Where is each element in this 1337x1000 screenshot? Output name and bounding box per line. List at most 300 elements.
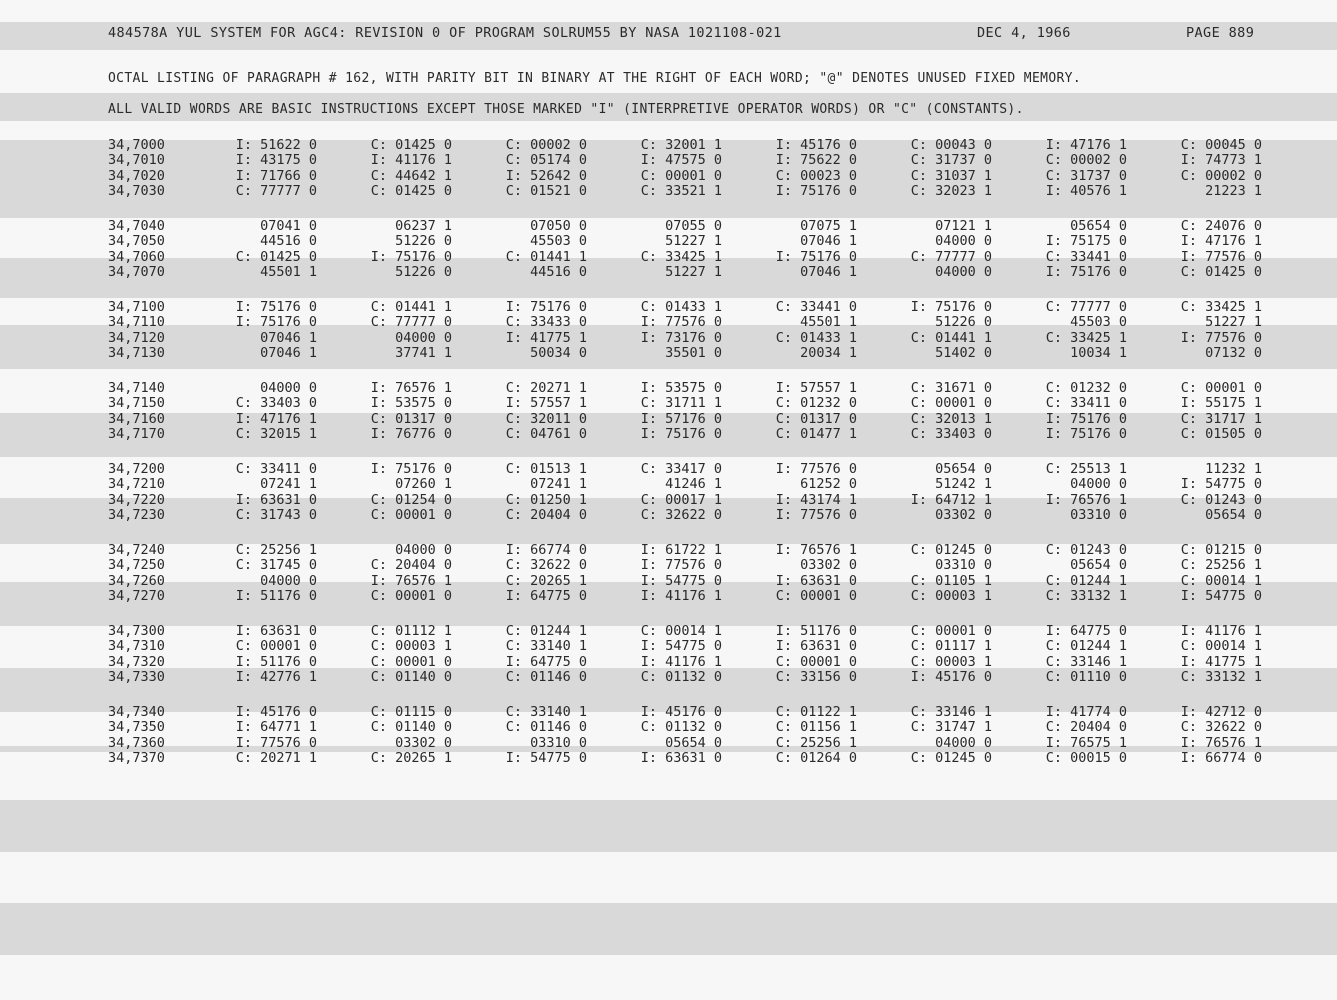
- octal-word: I: 57176 0: [640, 410, 722, 427]
- octal-word: C: 00002 0: [1045, 152, 1127, 169]
- octal-word: I: 75176 0: [1045, 264, 1127, 281]
- octal-word: I: 51622 0: [235, 136, 317, 153]
- row-address: 34,7000: [108, 136, 165, 153]
- octal-word: C: 00003 1: [370, 638, 452, 655]
- octal-word: I: 64775 0: [505, 588, 587, 605]
- octal-word: 37741 1: [395, 345, 452, 362]
- row-address: 34,7160: [108, 410, 165, 427]
- octal-word: C: 00001 0: [910, 622, 992, 639]
- octal-word: I: 45176 0: [775, 136, 857, 153]
- octal-word: I: 54775 0: [640, 638, 722, 655]
- octal-word: C: 00001 0: [910, 395, 992, 412]
- octal-word: I: 41775 1: [1180, 653, 1262, 670]
- octal-word: C: 44642 1: [370, 167, 452, 184]
- octal-word: C: 33403 0: [910, 426, 992, 443]
- row-address: 34,7360: [108, 734, 165, 751]
- octal-word: C: 01232 0: [775, 395, 857, 412]
- row-address: 34,7370: [108, 750, 165, 767]
- octal-word: I: 47176 1: [1045, 136, 1127, 153]
- octal-word: C: 00001 0: [370, 588, 452, 605]
- row-address: 34,7150: [108, 395, 165, 412]
- octal-word: C: 01132 0: [640, 719, 722, 736]
- octal-word: C: 01146 0: [505, 669, 587, 686]
- octal-word: I: 41176 1: [640, 588, 722, 605]
- octal-word: I: 41176 1: [370, 152, 452, 169]
- octal-word: C: 32622 0: [1180, 719, 1262, 736]
- octal-word: I: 75176 0: [1045, 410, 1127, 427]
- octal-word: 07260 1: [395, 476, 452, 493]
- octal-word: C: 20271 1: [235, 750, 317, 767]
- octal-word: 07050 0: [530, 217, 587, 234]
- octal-word: I: 51176 0: [235, 653, 317, 670]
- octal-word: 07121 1: [935, 217, 992, 234]
- octal-word: 03310 0: [530, 734, 587, 751]
- octal-word: C: 01425 0: [1180, 264, 1262, 281]
- octal-word: C: 33146 1: [1045, 653, 1127, 670]
- octal-word: C: 33441 0: [1045, 248, 1127, 265]
- octal-word: I: 77576 0: [775, 507, 857, 524]
- octal-word: C: 01433 1: [775, 329, 857, 346]
- octal-word: C: 00001 0: [775, 588, 857, 605]
- listing-row: [108, 542, 1262, 558]
- octal-word: I: 75176 0: [370, 460, 452, 477]
- octal-word: I: 77576 0: [640, 314, 722, 331]
- octal-word: 44516 0: [530, 264, 587, 281]
- octal-word: C: 00017 1: [640, 491, 722, 508]
- listing-row: [108, 184, 1262, 200]
- octal-word: C: 01215 0: [1180, 541, 1262, 558]
- row-address: 34,7220: [108, 491, 165, 508]
- octal-word: I: 64775 0: [505, 653, 587, 670]
- octal-word: C: 01140 0: [370, 719, 452, 736]
- octal-word: I: 76576 1: [1045, 491, 1127, 508]
- octal-word: I: 75176 0: [235, 314, 317, 331]
- octal-word: I: 41774 0: [1045, 703, 1127, 720]
- octal-word: C: 01105 1: [910, 572, 992, 589]
- octal-word: I: 77576 0: [1180, 329, 1262, 346]
- octal-word: I: 41775 1: [505, 329, 587, 346]
- octal-word: 45501 1: [800, 314, 857, 331]
- listing-row: [108, 589, 1262, 605]
- octal-word: I: 54775 0: [505, 750, 587, 767]
- octal-word: C: 01425 0: [370, 183, 452, 200]
- octal-word: C: 31737 0: [910, 152, 992, 169]
- octal-word: C: 04761 0: [505, 426, 587, 443]
- octal-word: C: 00001 0: [370, 507, 452, 524]
- octal-word: C: 01243 0: [1180, 491, 1262, 508]
- octal-word: 07075 1: [800, 217, 857, 234]
- row-address: 34,7010: [108, 152, 165, 169]
- octal-word: C: 01250 1: [505, 491, 587, 508]
- octal-word: I: 75176 0: [775, 183, 857, 200]
- octal-word: 03302 0: [395, 734, 452, 751]
- octal-word: C: 77777 0: [370, 314, 452, 331]
- octal-word: I: 54775 0: [1180, 476, 1262, 493]
- octal-word: I: 64712 1: [910, 491, 992, 508]
- octal-word: 45501 1: [260, 264, 317, 281]
- row-address: 34,7070: [108, 264, 165, 281]
- octal-word: C: 01245 0: [910, 750, 992, 767]
- listing-group: [108, 623, 1262, 685]
- octal-word: C: 32011 0: [505, 410, 587, 427]
- octal-word: C: 20265 1: [505, 572, 587, 589]
- listing-note-2: ALL VALID WORDS ARE BASIC INSTRUCTIONS EXCEPT THOSE MARKED "I" (INTERPRETIVE OPERATOR WORDS) OR "C" (CONSTANTS).: [108, 102, 1024, 117]
- listing-row: [108, 346, 1262, 362]
- octal-word: 03302 0: [935, 507, 992, 524]
- octal-word: 45503 0: [1070, 314, 1127, 331]
- octal-word: 05654 0: [665, 734, 722, 751]
- listing-row: [108, 380, 1262, 396]
- octal-word: C: 00001 0: [775, 653, 857, 670]
- listing-row: [108, 654, 1262, 670]
- octal-word: 07046 1: [260, 345, 317, 362]
- row-address: 34,7110: [108, 314, 165, 331]
- octal-word: I: 76776 0: [370, 426, 452, 443]
- octal-word: C: 31737 0: [1045, 167, 1127, 184]
- octal-word: 04000 0: [1070, 476, 1127, 493]
- octal-word: 21223 1: [1205, 183, 1262, 200]
- octal-word: 51226 0: [935, 314, 992, 331]
- octal-word: C: 33411 0: [235, 460, 317, 477]
- octal-word: C: 33140 1: [505, 638, 587, 655]
- octal-word: C: 20404 0: [1045, 719, 1127, 736]
- octal-word: C: 33146 1: [910, 703, 992, 720]
- octal-word: I: 63631 0: [235, 491, 317, 508]
- octal-word: C: 32622 0: [505, 557, 587, 574]
- octal-word: I: 42776 1: [235, 669, 317, 686]
- octal-word: 05654 0: [1205, 507, 1262, 524]
- octal-word: C: 25256 1: [235, 541, 317, 558]
- octal-word: I: 47575 0: [640, 152, 722, 169]
- row-address: 34,7330: [108, 669, 165, 686]
- row-address: 34,7140: [108, 379, 165, 396]
- octal-word: C: 01244 1: [1045, 572, 1127, 589]
- listing-row: [108, 411, 1262, 427]
- octal-word: I: 64771 1: [235, 719, 317, 736]
- listing-row: [108, 153, 1262, 169]
- listing-group: [108, 299, 1262, 361]
- octal-word: C: 01505 0: [1180, 426, 1262, 443]
- octal-word: I: 77576 0: [235, 734, 317, 751]
- octal-word: C: 00001 0: [235, 638, 317, 655]
- octal-word: C: 01521 0: [505, 183, 587, 200]
- octal-word: 05654 0: [1070, 217, 1127, 234]
- octal-word: I: 74773 1: [1180, 152, 1262, 169]
- octal-word: C: 33441 0: [775, 298, 857, 315]
- octal-word: C: 33140 1: [505, 703, 587, 720]
- row-address: 34,7230: [108, 507, 165, 524]
- octal-word: C: 77777 0: [1045, 298, 1127, 315]
- octal-word: C: 00003 1: [910, 588, 992, 605]
- listing-row: [108, 558, 1262, 574]
- octal-word: C: 01140 0: [370, 669, 452, 686]
- listing-row: [108, 249, 1262, 265]
- octal-word: C: 01156 1: [775, 719, 857, 736]
- octal-word: 51402 0: [935, 345, 992, 362]
- octal-word: I: 41176 1: [1180, 622, 1262, 639]
- octal-word: 03310 0: [935, 557, 992, 574]
- octal-word: I: 63631 0: [775, 572, 857, 589]
- octal-word: I: 54775 0: [1180, 588, 1262, 605]
- octal-word: C: 33132 1: [1045, 588, 1127, 605]
- octal-word: C: 33425 1: [1045, 329, 1127, 346]
- octal-word: 51227 1: [1205, 314, 1262, 331]
- octal-word: C: 77777 0: [235, 183, 317, 200]
- octal-word: C: 01441 1: [505, 248, 587, 265]
- octal-word: C: 33132 1: [1180, 669, 1262, 686]
- octal-word: C: 25513 1: [1045, 460, 1127, 477]
- octal-word: 05654 0: [935, 460, 992, 477]
- octal-word: C: 32001 1: [640, 136, 722, 153]
- listing-group: [108, 704, 1262, 766]
- octal-word: 04000 0: [935, 264, 992, 281]
- octal-word: C: 01441 1: [910, 329, 992, 346]
- octal-word: C: 33417 0: [640, 460, 722, 477]
- octal-word: C: 31711 1: [640, 395, 722, 412]
- octal-word: C: 33433 0: [505, 314, 587, 331]
- octal-word: C: 01110 0: [1045, 669, 1127, 686]
- listing-row: [108, 265, 1262, 281]
- octal-word: C: 20404 0: [370, 557, 452, 574]
- octal-word: 07046 1: [800, 264, 857, 281]
- row-address: 34,7120: [108, 329, 165, 346]
- row-address: 34,7340: [108, 703, 165, 720]
- octal-word: C: 32622 0: [640, 507, 722, 524]
- octal-word: 10034 1: [1070, 345, 1127, 362]
- octal-word: C: 00002 0: [1180, 167, 1262, 184]
- octal-word: C: 01425 0: [370, 136, 452, 153]
- octal-word: 07241 1: [260, 476, 317, 493]
- octal-word: 51226 0: [395, 264, 452, 281]
- listing-row: [108, 168, 1262, 184]
- row-address: 34,7040: [108, 217, 165, 234]
- octal-word: I: 76576 1: [370, 379, 452, 396]
- octal-word: I: 66774 0: [1180, 750, 1262, 767]
- listing-group: [108, 542, 1262, 604]
- octal-word: 07046 1: [800, 233, 857, 250]
- row-address: 34,7270: [108, 588, 165, 605]
- octal-word: 05654 0: [1070, 557, 1127, 574]
- octal-word: 04000 0: [935, 734, 992, 751]
- listing-row: [108, 508, 1262, 524]
- octal-word: I: 53575 0: [640, 379, 722, 396]
- octal-word: I: 51176 0: [775, 622, 857, 639]
- shade-band: [0, 800, 1337, 852]
- octal-word: C: 33521 1: [640, 183, 722, 200]
- octal-word: C: 00014 1: [1180, 572, 1262, 589]
- row-address: 34,7320: [108, 653, 165, 670]
- octal-word: 35501 0: [665, 345, 722, 362]
- row-address: 34,7100: [108, 298, 165, 315]
- row-address: 34,7020: [108, 167, 165, 184]
- octal-word: C: 01477 1: [775, 426, 857, 443]
- listing-row: [108, 704, 1262, 720]
- octal-word: C: 01441 1: [370, 298, 452, 315]
- listing-row: [108, 461, 1262, 477]
- octal-word: C: 32013 1: [910, 410, 992, 427]
- octal-word: 51242 1: [935, 476, 992, 493]
- octal-word: I: 77576 0: [1180, 248, 1262, 265]
- octal-word: C: 31671 0: [910, 379, 992, 396]
- octal-word: I: 77576 0: [775, 460, 857, 477]
- octal-word: I: 47176 1: [1180, 233, 1262, 250]
- octal-word: 07055 0: [665, 217, 722, 234]
- octal-word: I: 47176 1: [235, 410, 317, 427]
- listing-row: [108, 735, 1262, 751]
- octal-word: C: 01317 0: [775, 410, 857, 427]
- octal-word: C: 01243 0: [1045, 541, 1127, 558]
- octal-word: C: 33425 1: [640, 248, 722, 265]
- octal-word: 04000 0: [935, 233, 992, 250]
- octal-word: C: 01117 1: [910, 638, 992, 655]
- listing-group: [108, 137, 1262, 199]
- octal-word: C: 01146 0: [505, 719, 587, 736]
- octal-word: C: 00045 0: [1180, 136, 1262, 153]
- octal-word: 61252 0: [800, 476, 857, 493]
- octal-word: I: 63631 0: [775, 638, 857, 655]
- octal-word: C: 00001 0: [1180, 379, 1262, 396]
- octal-word: C: 33425 1: [1180, 298, 1262, 315]
- octal-word: C: 20271 1: [505, 379, 587, 396]
- octal-word: I: 40576 1: [1045, 183, 1127, 200]
- listing-row: [108, 573, 1262, 589]
- listing-group: [108, 218, 1262, 280]
- octal-word: I: 53575 0: [370, 395, 452, 412]
- octal-word: C: 01244 1: [505, 622, 587, 639]
- octal-word: 03302 0: [800, 557, 857, 574]
- octal-word: C: 24076 0: [1180, 217, 1262, 234]
- header-title: 484578A YUL SYSTEM FOR AGC4: REVISION 0 OF PROGRAM SOLRUM55 BY NASA 1021108-021: [108, 25, 782, 41]
- octal-word: I: 75622 0: [775, 152, 857, 169]
- octal-word: I: 75176 0: [1045, 426, 1127, 443]
- octal-word: C: 25256 1: [775, 734, 857, 751]
- octal-word: C: 00043 0: [910, 136, 992, 153]
- octal-word: I: 76576 1: [370, 572, 452, 589]
- octal-word: 51227 1: [665, 264, 722, 281]
- octal-word: I: 43174 1: [775, 491, 857, 508]
- octal-word: 07046 1: [260, 329, 317, 346]
- octal-word: I: 41176 1: [640, 653, 722, 670]
- octal-word: C: 01264 0: [775, 750, 857, 767]
- row-address: 34,7170: [108, 426, 165, 443]
- listing-row: [108, 137, 1262, 153]
- octal-word: 11232 1: [1205, 460, 1262, 477]
- octal-word: I: 45176 0: [640, 703, 722, 720]
- octal-word: C: 32023 1: [910, 183, 992, 200]
- octal-word: C: 31743 0: [235, 507, 317, 524]
- octal-word: I: 51176 0: [235, 588, 317, 605]
- listing-row: [108, 315, 1262, 331]
- octal-word: C: 00001 0: [370, 653, 452, 670]
- listing-row: [108, 720, 1262, 736]
- octal-word: C: 01112 1: [370, 622, 452, 639]
- octal-word: C: 31745 0: [235, 557, 317, 574]
- row-address: 34,7200: [108, 460, 165, 477]
- octal-word: 04000 0: [395, 329, 452, 346]
- listing-group: [108, 461, 1262, 523]
- octal-word: 03310 0: [1070, 507, 1127, 524]
- octal-word: 04000 0: [260, 572, 317, 589]
- octal-word: 51227 1: [665, 233, 722, 250]
- octal-word: C: 05174 0: [505, 152, 587, 169]
- header-page-number: PAGE 889: [1186, 25, 1255, 41]
- row-address: 34,7250: [108, 557, 165, 574]
- octal-word: C: 01433 1: [640, 298, 722, 315]
- octal-word: I: 76576 1: [1180, 734, 1262, 751]
- octal-word: C: 31747 1: [910, 719, 992, 736]
- octal-word: C: 01115 0: [370, 703, 452, 720]
- octal-word: I: 75176 0: [370, 248, 452, 265]
- row-address: 34,7210: [108, 476, 165, 493]
- octal-word: C: 01513 1: [505, 460, 587, 477]
- listing-row: [108, 427, 1262, 443]
- octal-word: I: 45176 0: [910, 669, 992, 686]
- octal-word: C: 01244 1: [1045, 638, 1127, 655]
- listing-row: [108, 751, 1262, 767]
- octal-word: I: 63631 0: [640, 750, 722, 767]
- octal-word: C: 00003 1: [910, 653, 992, 670]
- header-date: DEC 4, 1966: [977, 25, 1071, 41]
- octal-word: 07132 0: [1205, 345, 1262, 362]
- octal-word: I: 66774 0: [505, 541, 587, 558]
- octal-word: I: 45176 0: [235, 703, 317, 720]
- octal-word: C: 00023 0: [775, 167, 857, 184]
- listing-row: [108, 218, 1262, 234]
- listing-row: [108, 670, 1262, 686]
- octal-word: 04000 0: [395, 541, 452, 558]
- octal-word: C: 01254 0: [370, 491, 452, 508]
- octal-word: 41246 1: [665, 476, 722, 493]
- octal-word: I: 75176 0: [775, 248, 857, 265]
- octal-word: C: 01132 0: [640, 669, 722, 686]
- octal-listing: [108, 137, 1262, 785]
- octal-word: 51226 0: [395, 233, 452, 250]
- row-address: 34,7050: [108, 233, 165, 250]
- octal-word: C: 33156 0: [775, 669, 857, 686]
- row-address: 34,7240: [108, 541, 165, 558]
- octal-word: C: 20265 1: [370, 750, 452, 767]
- octal-word: C: 00015 0: [1045, 750, 1127, 767]
- octal-word: 07041 0: [260, 217, 317, 234]
- shade-band: [0, 903, 1337, 955]
- octal-word: C: 77777 0: [910, 248, 992, 265]
- octal-word: I: 75176 0: [505, 298, 587, 315]
- octal-word: I: 43175 0: [235, 152, 317, 169]
- listing-row: [108, 639, 1262, 655]
- listing-row: [108, 234, 1262, 250]
- octal-word: I: 77576 0: [640, 557, 722, 574]
- octal-word: 07241 1: [530, 476, 587, 493]
- octal-word: 06237 1: [395, 217, 452, 234]
- octal-word: I: 64775 0: [1045, 622, 1127, 639]
- octal-word: C: 25256 1: [1180, 557, 1262, 574]
- octal-word: I: 61722 1: [640, 541, 722, 558]
- row-address: 34,7350: [108, 719, 165, 736]
- octal-word: I: 75176 0: [910, 298, 992, 315]
- octal-word: I: 75175 0: [1045, 233, 1127, 250]
- octal-word: C: 01122 1: [775, 703, 857, 720]
- octal-word: C: 00001 0: [640, 167, 722, 184]
- listing-row: [108, 299, 1262, 315]
- octal-word: C: 33403 0: [235, 395, 317, 412]
- octal-word: C: 32015 1: [235, 426, 317, 443]
- octal-word: C: 01245 0: [910, 541, 992, 558]
- octal-word: 04000 0: [260, 379, 317, 396]
- listing-row: [108, 477, 1262, 493]
- octal-word: I: 52642 0: [505, 167, 587, 184]
- row-address: 34,7030: [108, 183, 165, 200]
- octal-word: I: 57557 1: [505, 395, 587, 412]
